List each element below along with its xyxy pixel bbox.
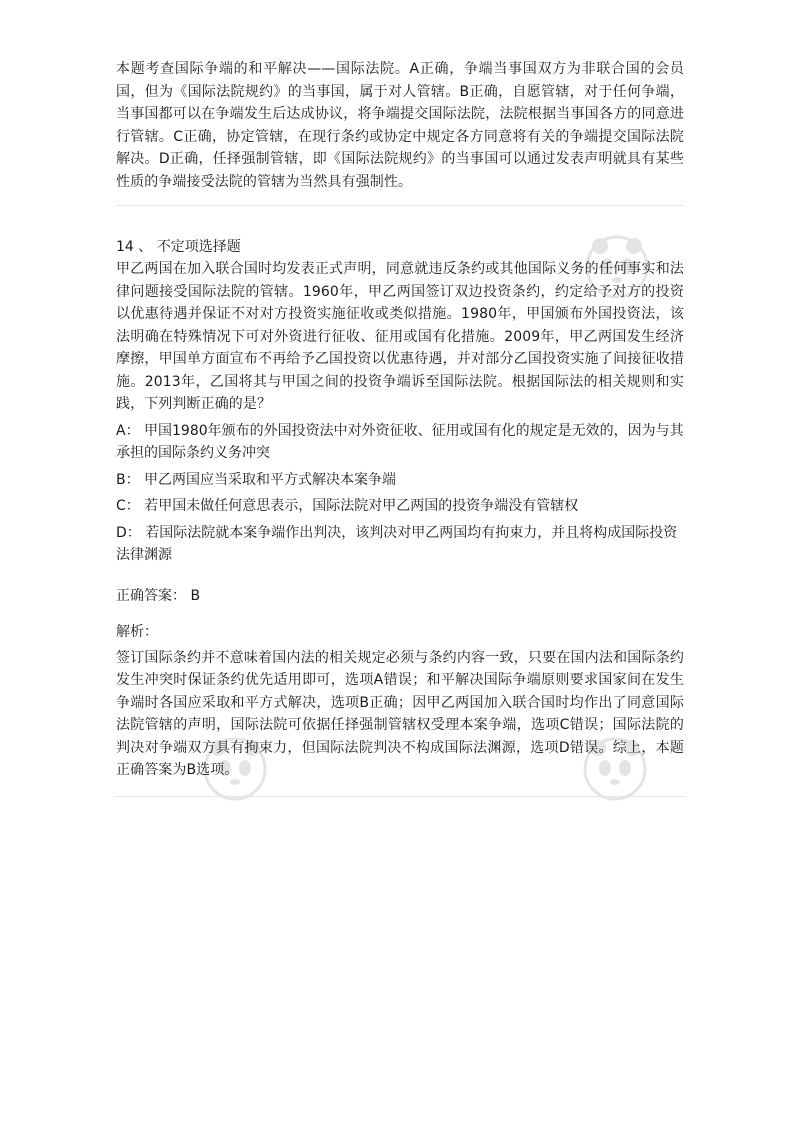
question-title: 14 、 不定项选择题 bbox=[116, 239, 241, 255]
correct-answer: 正确答案： B bbox=[116, 587, 201, 604]
document-page bbox=[116, 58, 684, 797]
analysis-text: 签订国际条约并不意味着国内法的相关规定必须与条约内容一致，只要在国内法和国际条约发生冲突时保证条约优先适用即可，选项A错误；和平解决国际争端原则要求国家间在发生争端时各国应采取和平方式解决，选项B正确；因甲乙两国加入联合国时均作出了同意国际法院管辖的声明，国际法院可依据任择强制管辖权受理本案争端，选项C错误；国际法院的判决对争端双方具有拘束力，但国际法院判决不构成国际法渊源，选项D错误。综上，本题正确答案为B选项。 bbox=[116, 649, 684, 778]
section-divider bbox=[116, 205, 684, 206]
option-c: C： 若甲国未做任何意思表示，国际法院对甲乙两国的投资争端没有管辖权 bbox=[116, 498, 579, 514]
question-stem: 甲乙两国在加入联合国时均发表正式声明，同意就违反条约或其他国际义务的任何事实和法律问题接受国际法院的管辖。1960年，甲乙两国签订双边投资条约，约定给予对方的投资以优惠待遇并保证不对对方投资实施征收或类似措施。1980年，甲国颁布外国投资法，该法明确在特殊情况下可对外资进行征收、征用或国有化措施。2009年，甲乙两国发生经济摩擦，甲国单方面宣布不再给予乙国投资以优惠待遇，并对部分乙国投资实施了间接征收措施。2013年，乙国将其与甲国之间的投资争端诉至国际法院。根据国际法的相关规则和实践，下列判断正确的是？ bbox=[116, 261, 684, 412]
option-a: A： 甲国1980年颁布的外国投资法中对外资征收、征用或国有化的规定是无效的，因为与其承担的国际条约义务冲突 bbox=[116, 422, 684, 461]
previous-explanation: 本题考查国际争端的和平解决——国际法院。A正确，争端当事国双方为非联合国的会员国，但为《国际法院规约》的当事国，属于对人管辖。B正确，自愿管辖，对于任何争端，当事国都可以在争端发生后达成协议，将争端提交国际法院，法院根据当事国各方的同意进行管辖。C正确，协定管辖，在现行条约或协定中规定各方同意将有关的争端提交国际法院解决。D正确，任择强制管辖，即《国际法院规约》的当事国可以通过发表声明就具有某些性质的争端接受法院的管辖为当然具有强制性。 bbox=[116, 61, 684, 190]
option-d: D： 若国际法院就本案争端作出判决，该判决对甲乙两国均有拘束力，并且将构成国际投资法律渊源 bbox=[116, 524, 678, 563]
option-b: B： 甲乙两国应当采取和平方式解决本案争端 bbox=[116, 471, 397, 488]
section-divider bbox=[116, 796, 684, 797]
analysis-label: 解析： bbox=[116, 623, 158, 640]
